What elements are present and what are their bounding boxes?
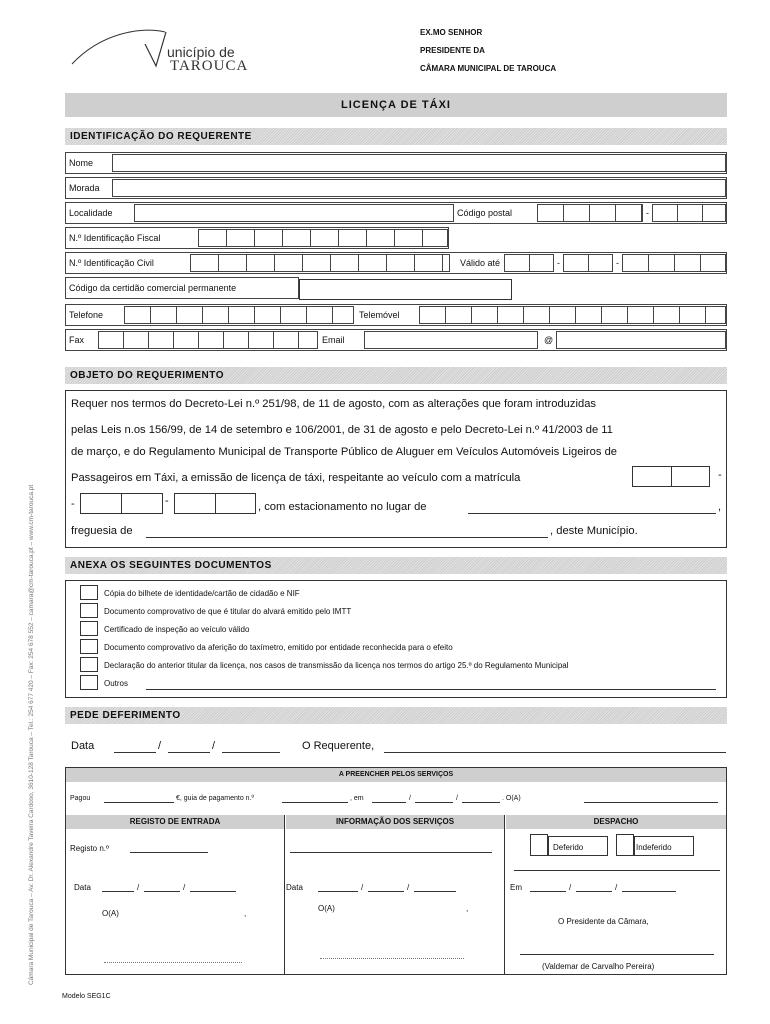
valid-month-input[interactable] [563, 254, 613, 272]
label-nif: N.º Identificação Fiscal [69, 233, 161, 243]
valid-day-input[interactable] [504, 254, 554, 272]
estacionamento-line[interactable] [468, 513, 716, 514]
registo-signature-line[interactable] [104, 962, 242, 963]
freguesia-line[interactable] [146, 537, 548, 538]
objeto-box [65, 390, 727, 548]
section-heading: OBJETO DO REQUERIMENTO [70, 370, 224, 381]
info-sep-2: / [407, 883, 410, 892]
registo-sep-2: / [183, 883, 186, 892]
date-sep-1: / [158, 740, 162, 752]
addressee-1: EX.MO SENHOR [420, 28, 483, 37]
section-heading: IDENTIFICAÇÃO DO REQUERENTE [70, 131, 252, 142]
comma-1: , [718, 501, 722, 513]
doc-label-3: Certificado de inspeção ao veículo válido [104, 625, 250, 634]
section-anexa [65, 557, 727, 574]
despacho-date-day-line[interactable] [530, 891, 566, 892]
info-signature-line[interactable] [320, 958, 464, 959]
municipality-logo [70, 24, 270, 79]
label-fax: Fax [69, 335, 85, 345]
matricula-dash-3: - [165, 495, 169, 507]
deferido-checkbox[interactable] [530, 834, 548, 856]
em-year-line[interactable] [462, 802, 500, 803]
label-municipio: , deste Município. [550, 525, 638, 537]
pagou-line[interactable] [104, 802, 174, 803]
label-certidao: Código da certidão comercial permanente [69, 283, 237, 293]
em-month-line[interactable] [415, 802, 453, 803]
nome-input[interactable] [112, 154, 726, 172]
info-date-month-line[interactable] [368, 891, 404, 892]
em-sep-1: / [409, 795, 411, 802]
registo-date-year-line[interactable] [190, 891, 236, 892]
despacho-sep-1: / [569, 883, 572, 892]
nif-input[interactable] [198, 229, 448, 247]
email-domain-input[interactable] [556, 331, 726, 349]
despacho-heading: DESPACHO [506, 815, 726, 829]
section-heading: PEDE DEFERIMENTO [70, 710, 181, 721]
side-contact-text: Câmara Municipal de Tarouca – Av. Dr. Alexandre Taveira Cardoso, 3610-128 Tarouca – Tel.: 254 677 420 – Fax: 254 678 552 – camara@cm-tarouca.pt – www.cm-tarouca.pt [28, 484, 35, 985]
row-localidade [65, 202, 727, 224]
registo-sep-1: / [137, 883, 140, 892]
label-email: Email [322, 335, 345, 345]
label-info-oa: O(A) [318, 904, 335, 913]
date-sep-2: / [212, 740, 216, 752]
column-divider-2 [504, 815, 505, 974]
info-line[interactable] [290, 852, 492, 853]
em-day-line[interactable] [372, 802, 406, 803]
localidade-input[interactable] [134, 204, 454, 222]
doc-checkbox-3[interactable] [80, 621, 98, 636]
doc-label-2: Documento comprovativo de que é titular do alvará emitido pelo IMTT [104, 607, 352, 616]
page-title: LICENÇA DE TÁXI [65, 93, 727, 117]
label-requerente: O Requerente, [302, 740, 375, 752]
nic-input[interactable] [190, 254, 450, 272]
valid-year-input[interactable] [622, 254, 726, 272]
label-oa: . O(A) [502, 795, 521, 802]
label-nome-presidente: (Valdemar de Carvalho Pereira) [542, 962, 655, 971]
doc-checkbox-2[interactable] [80, 603, 98, 618]
doc-label-6: Outros [104, 679, 129, 688]
section-objeto [65, 367, 727, 384]
label-pagou: Pagou [70, 795, 91, 802]
postal-dash: - [646, 208, 649, 218]
date-year-line[interactable] [222, 752, 280, 753]
matricula-input-2[interactable] [80, 493, 163, 514]
doc-checkbox-6[interactable] [80, 675, 98, 690]
info-date-day-line[interactable] [318, 891, 358, 892]
section-deferimento [65, 707, 727, 724]
label-registo-oa: O(A) [102, 909, 119, 918]
registo-heading: REGISTO DE ENTRADA [66, 815, 284, 829]
label-localidade: Localidade [69, 208, 113, 218]
row-telefone [65, 304, 727, 326]
label-nic: N.º Identificação Civil [69, 258, 154, 268]
servicos-box [65, 767, 727, 975]
info-date-year-line[interactable] [414, 891, 456, 892]
anexa-box [65, 580, 727, 698]
registo-date-month-line[interactable] [144, 891, 180, 892]
label-info-data: Data [286, 883, 303, 892]
presidente-signature-line[interactable] [520, 954, 714, 955]
label-registo-n: Registo n.º [70, 844, 109, 853]
fax-input[interactable] [98, 331, 318, 349]
despacho-date-month-line[interactable] [576, 891, 612, 892]
matricula-input-1[interactable] [632, 466, 710, 487]
info-sep-1: / [361, 883, 364, 892]
certidao-input[interactable] [299, 279, 512, 300]
section-heading: ANEXA OS SEGUINTES DOCUMENTOS [70, 560, 272, 571]
label-registo-data: Data [74, 883, 91, 892]
oa-line[interactable] [584, 802, 718, 803]
servicos-heading: A PREENCHER PELOS SERVIÇOS [66, 768, 726, 782]
valid-dash-2: - [616, 258, 619, 268]
label-telefone: Telefone [69, 310, 104, 320]
matricula-dash-1: - [718, 469, 722, 481]
addressee-2: PRESIDENTE DA [420, 46, 485, 55]
despacho-sep-2: / [615, 883, 618, 892]
label-indeferido: Indeferido [636, 843, 672, 852]
valid-dash-1: - [557, 258, 560, 268]
row-nome [65, 152, 727, 174]
objeto-line-3: de março, e do Regulamento Municipal de Transporte Público de Aluguer em Veículos Automóveis Ligeiros de [71, 446, 618, 458]
doc-label-5: Declaração do anterior titular da licença, nos casos de transmissão da licença nos termos do artigo 25.º do Regulamento Municipal [104, 661, 569, 670]
label-codigo-postal: Código postal [457, 208, 513, 218]
label-guia: €, guia de pagamento n.º [176, 795, 255, 802]
registo-date-day-line[interactable] [102, 891, 134, 892]
label-freguesia: freguesia de [71, 525, 133, 537]
outros-line[interactable] [146, 689, 716, 690]
email-user-input[interactable] [364, 331, 538, 349]
guia-line[interactable] [282, 802, 348, 803]
info-comma: , [466, 904, 469, 913]
row-certidao [65, 277, 299, 299]
label-at: @ [544, 335, 554, 345]
requerente-signature-line[interactable] [384, 752, 726, 753]
row-nif [65, 227, 449, 249]
label-em: , em [350, 795, 364, 802]
despacho-line[interactable] [514, 870, 720, 871]
objeto-line-2: pelas Leis n.os 156/99, de 14 de setembro e 106/2001, de 31 de agosto e pelo Decreto-Lei n.º 41/2003 de 11 [71, 424, 613, 436]
info-heading: INFORMAÇÃO DOS SERVIÇOS [286, 815, 504, 829]
telefone-input[interactable] [124, 306, 354, 324]
label-despacho-em: Em [510, 883, 522, 892]
section-identificacao [65, 128, 727, 145]
indeferido-checkbox[interactable] [616, 834, 634, 856]
morada-input[interactable] [112, 179, 726, 197]
date-month-line[interactable] [168, 752, 210, 753]
addressee-3: CÂMARA MUNICIPAL DE TAROUCA [420, 64, 557, 73]
label-valido-ate: Válido até [460, 258, 501, 268]
postal-code-suffix-input[interactable] [652, 204, 726, 222]
despacho-date-year-line[interactable] [622, 891, 676, 892]
logo-text-bottom: TAROUCA [170, 58, 249, 74]
objeto-line-1: Requer nos termos do Decreto-Lei n.º 251/98, de 11 de agosto, com as alterações que foram introduzidas [71, 398, 597, 410]
doc-checkbox-1[interactable] [80, 585, 98, 600]
doc-label-1: Cópia do bilhete de identidade/cartão de cidadão e NIF [104, 589, 300, 598]
objeto-line-4: Passageiros em Táxi, a emissão de licença de táxi, respeitante ao veículo com a matrícula [71, 472, 521, 484]
label-deferido: Deferido [553, 843, 584, 852]
label-data: Data [71, 740, 95, 752]
objeto-line-5: , com estacionamento no lugar de [258, 501, 427, 513]
doc-label-4: Documento comprovativo da aferição do taxímetro, emitido por entidade reconhecida para o efeito [104, 643, 453, 652]
row-morada [65, 177, 727, 199]
row-nic [65, 252, 727, 274]
doc-checkbox-5[interactable] [80, 657, 98, 672]
footer-model: Modelo SEG1C [62, 993, 111, 1000]
em-sep-2: / [456, 795, 458, 802]
date-day-line[interactable] [114, 752, 156, 753]
postal-code-input[interactable] [537, 204, 643, 222]
registo-n-line[interactable] [130, 852, 208, 853]
doc-checkbox-4[interactable] [80, 639, 98, 654]
label-telemovel: Telemóvel [359, 310, 400, 320]
label-nome: Nome [69, 158, 94, 168]
telemovel-input[interactable] [419, 306, 726, 324]
label-morada: Morada [69, 183, 100, 193]
label-presidente: O Presidente da Câmara, [558, 917, 649, 926]
matricula-input-3[interactable] [174, 493, 256, 514]
row-fax [65, 329, 727, 351]
matricula-dash-2: - [71, 498, 75, 510]
logo-text-top: unicípio de [167, 44, 235, 60]
registo-comma: , [244, 909, 247, 918]
column-divider-1 [284, 815, 285, 974]
